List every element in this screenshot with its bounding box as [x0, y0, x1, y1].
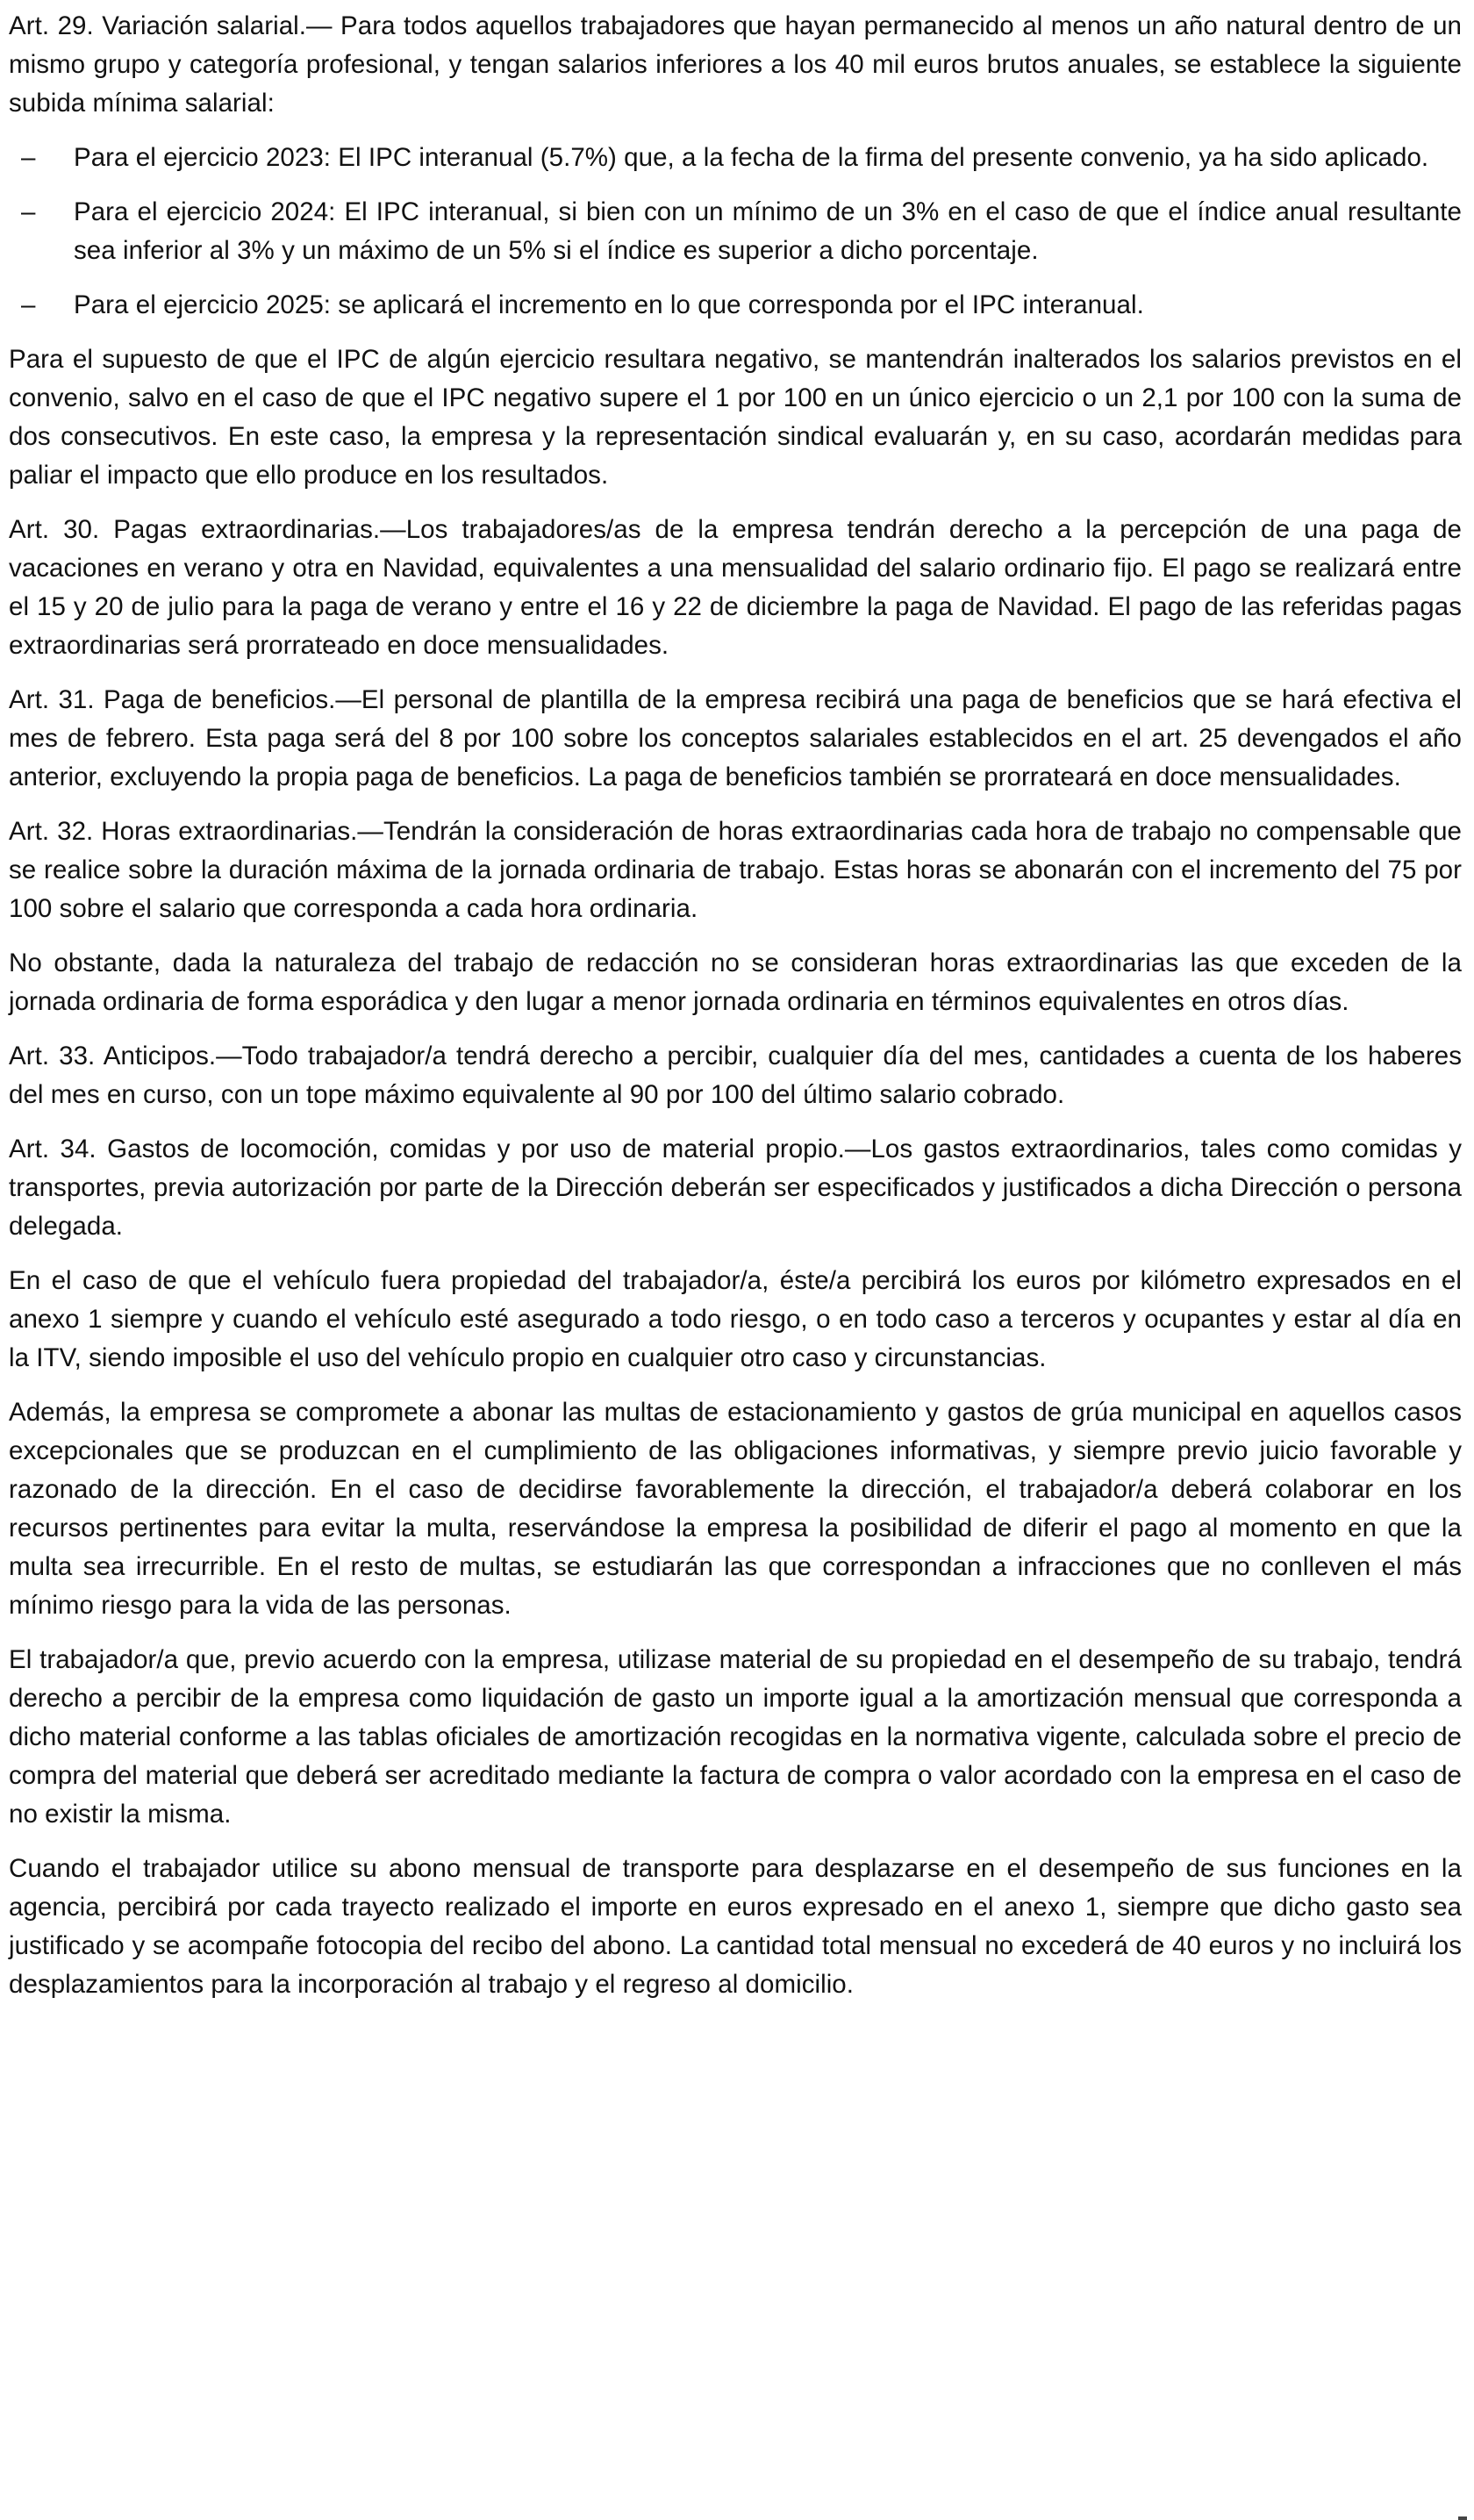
list-item: [9, 193, 1462, 270]
art29-ipc-negative-paragraph: Para el supuesto de que el IPC de algún ejercicio resultara negativo, se mantendrán inalterados los salarios previstos en el convenio, salvo en el caso de que el IPC negativo supere el 1 por 100 en un único ejercicio o un 2,1 por 100 con la suma de dos consecutivos. En este caso, la empresa y la representación sindical evaluarán y, en su caso, acordarán medidas para paliar el impacto que ello produce en los resultados.: [9, 345, 1462, 490]
art31-paragraph: Art. 31. Paga de beneficios.—El personal de plantilla de la empresa recibirá una paga de beneficios que se hará efectiva el mes de febrero. Esta paga será del 8 por 100 sobre los conceptos salariales establecidos en el art. 25 devengados el año anterior, excluyendo la propia paga de beneficios. La paga de beneficios también se prorrateará en doce mensualidades.: [9, 685, 1462, 791]
art30-paragraph: Art. 30. Pagas extraordinarias.—Los trabajadores/as de la empresa tendrán derecho a la percepción de una paga de vacaciones en verano y otra en Navidad, equivalentes a una mensualidad del salario ordinario fijo. El pago se realizará entre el 15 y 20 de julio para la paga de verano y entre el 16 y 22 de diciembre la paga de Navidad. El pago de las referidas pagas extraordinarias será prorrateado en doce mensualidades.: [9, 515, 1462, 660]
document-page: [9, 7, 1462, 2020]
art32-paragraph: Art. 32. Horas extraordinarias.—Tendrán la consideración de horas extraordinarias cada hora de trabajo no compensable que se realice sobre la duración máxima de la jornada ordinaria de trabajo. Estas horas se abonarán con el incremento del 75 por 100 sobre el salario que corresponda a cada hora ordinaria.: [9, 817, 1462, 923]
list-item: [9, 286, 1462, 325]
art34-paragraph: Art. 34. Gastos de locomoción, comidas y por uso de material propio.—Los gastos extraordinarios, tales como comidas y transportes, previa autorización por parte de la Dirección deberán ser especificados y justificados a dicha Dirección o persona delegada.: [9, 1135, 1462, 1241]
list-item-text: Para el ejercicio 2023: El IPC interanual (5.7%) que, a la fecha de la firma del presente convenio, ya ha sido aplicado.: [74, 143, 1429, 172]
list-item: [9, 139, 1462, 177]
art33-paragraph: Art. 33. Anticipos.—Todo trabajador/a tendrá derecho a percibir, cualquier día del mes, cantidades a cuenta de los haberes del mes en curso, con un tope máximo equivalente al 90 por 100 del último salario cobrado.: [9, 1042, 1462, 1109]
art34-fines-paragraph: Además, la empresa se compromete a abonar las multas de estacionamiento y gastos de grúa municipal en aquellos casos excepcionales que se produzcan en el cumplimiento de las obligaciones informativas, y siempre previo juicio favorable y razonado de la dirección. En el caso de decidirse favorablemente la dirección, el trabajador/a deberá colaborar en los recursos pertinentes para evitar la multa, reservándose la empresa la posibilidad de diferir el pago al momento en que la multa sea irrecurrible. En el resto de multas, se estudiarán las que correspondan a infracciones que no conlleven el más mínimo riesgo para la vida de las personas.: [9, 1398, 1462, 1620]
page-edge-mark: [1458, 2516, 1467, 2520]
art34-material-paragraph: El trabajador/a que, previo acuerdo con la empresa, utilizase material de su propiedad en el desempeño de su trabajo, tendrá derecho a percibir de la empresa como liquidación de gasto un importe igual a la amortización mensual que corresponda a dicho material conforme a las tablas oficiales de amortización recogidas en la normativa vigente, calculada sobre el precio de compra del material que deberá ser acreditado mediante la factura de compra o valor acordado con la empresa en el caso de no existir la misma.: [9, 1645, 1462, 1829]
art32-note-paragraph: No obstante, dada la naturaleza del trabajo de redacción no se consideran horas extraordinarias las que exceden de la jornada ordinaria de forma esporádica y den lugar a menor jornada ordinaria en términos equivalentes en otros días.: [9, 949, 1462, 1016]
dash-bullet: –: [21, 290, 36, 319]
dash-bullet: –: [21, 197, 36, 226]
list-item-text: Para el ejercicio 2024: El IPC interanual, si bien con un mínimo de un 3% en el caso de que el índice anual resultante sea inferior al 3% y un máximo de un 5% si el índice es superior a dicho porcentaje.: [74, 197, 1462, 265]
dash-bullet: –: [21, 143, 36, 172]
art34-transport-paragraph: Cuando el trabajador utilice su abono mensual de transporte para desplazarse en el desempeño de sus funciones en la agencia, percibirá por cada trayecto realizado el importe en euros expresado en el anexo 1, siempre que dicho gasto sea justificado y se acompañe fotocopia del recibo del abono. La cantidad total mensual no excederá de 40 euros y no incluirá los desplazamientos para la incorporación al trabajo y el regreso al domicilio.: [9, 1854, 1462, 1999]
art34-vehicle-paragraph: En el caso de que el vehículo fuera propiedad del trabajador/a, éste/a percibirá los euros por kilómetro expresados en el anexo 1 siempre y cuando el vehículo esté asegurado a todo riesgo, o en todo caso a terceros y ocupantes y estar al día en la ITV, siendo imposible el uso del vehículo propio en cualquier otro caso y circunstancias.: [9, 1266, 1462, 1372]
art29-intro-paragraph: Art. 29. Variación salarial.— Para todos aquellos trabajadores que hayan permanecido al menos un año natural dentro de un mismo grupo y categoría profesional, y tengan salarios inferiores a los 40 mil euros brutos anuales, se establece la siguiente subida mínima salarial:: [9, 11, 1462, 118]
list-item-text: Para el ejercicio 2025: se aplicará el incremento en lo que corresponda por el IPC interanual.: [74, 290, 1144, 319]
art29-increase-list: [9, 139, 1462, 325]
